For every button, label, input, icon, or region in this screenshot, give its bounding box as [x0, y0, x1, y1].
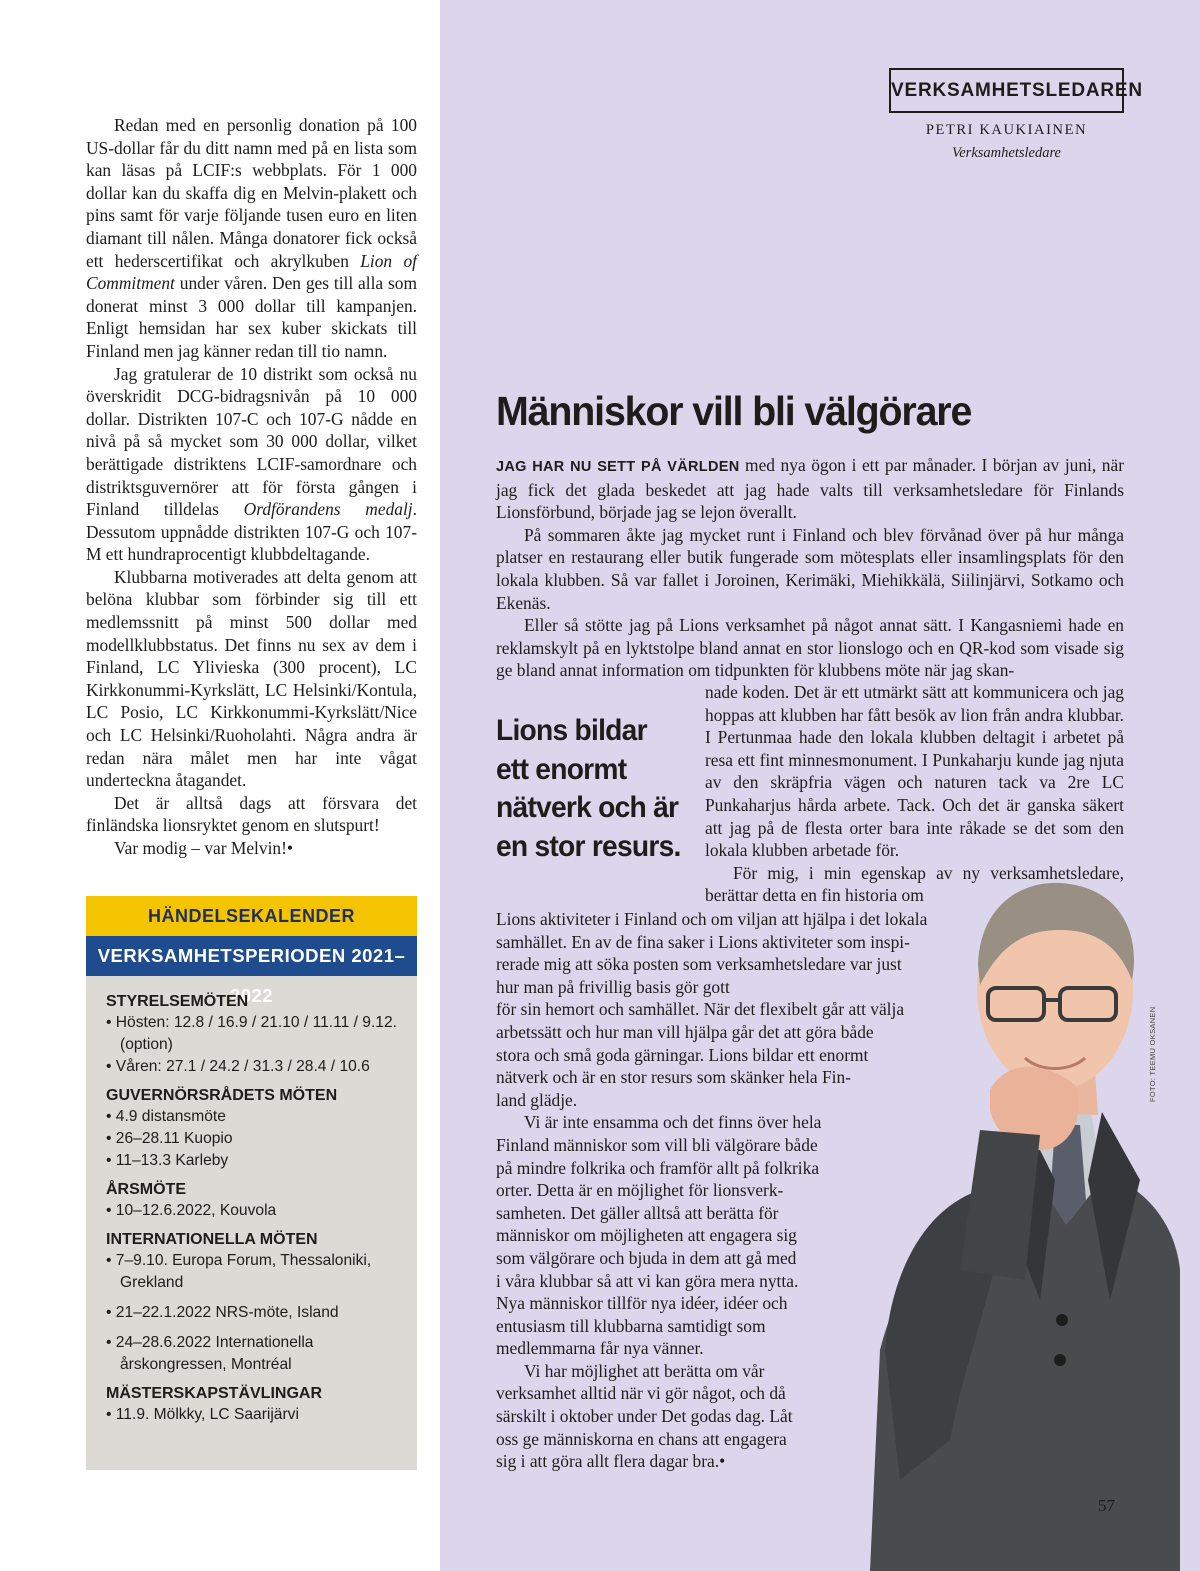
calendar-item: • Våren: 27.1 / 24.2 / 31.3 / 28.4 / 10.6 — [106, 1056, 399, 1078]
text-line: särskilt i oktober under Det godas dag. Låt — [496, 1406, 793, 1427]
calendar-section-title: ÅRSMÖTE — [106, 1181, 186, 1198]
text-line: nätverk och är en stor resurs som skänker hela Fin- — [496, 1067, 851, 1088]
text-line: samhället. En av de fina saker i Lions aktiviteter som inspi- — [496, 931, 910, 952]
page-number: 57 — [1098, 1496, 1115, 1515]
text-line: Lions aktiviteter i Finland och om viljan att hjälpa i det lokala — [496, 909, 928, 929]
article-paragraph: nade koden. Det är ett utmärkt sätt att kommunicera och jag hoppas att klubben har fått besök av lion från andra klubbar. I Pertunmaa hade den lokala klubben deltagit i arbetet på resa ett fint minnesmonument. I Punkaharju kunde jag njuta av den skräpfria vägen och naturen tack va 2re LC Punkaharjus hårda arbete. Tack. Och det är ganska säkert att jag på de flesta orter bara inte råkade se det som den lokala klubben arbetade för. — [705, 682, 1124, 861]
calendar-section-title: GUVERNÖRSRÅDETS MÖTEN — [106, 1087, 338, 1104]
calendar-item: • 7–9.10. Europa Forum, Thessaloniki, Grekland — [106, 1250, 399, 1294]
photo-credit: FOTO: TEEMU OKSANEN — [1148, 1006, 1157, 1102]
article-body-narrow — [705, 681, 1124, 907]
left-paragraph: Klubbarna motiverades att delta genom att belöna klubbar som förbinder sig till ett medlemssnitt på minst 500 dollar med modellklubbstatus. Det finns nu sex av dem i Finland, LC Ylivieska (300 procent), LC Kirkkonummi-Kyrkslätt, LC Helsinki/Kontula, LC Posio, LC Kirkkonummi-Kyrkslätt/Nice och LC Helsinki/Ruoholahti. Några andra är redan nära målet men har inte vågat underteckna åtagandet. — [86, 566, 417, 791]
calendar-item: • 26–28.11 Kuopio — [106, 1128, 399, 1150]
text-line: på mindre folkrika och framför allt på folkrika — [496, 1157, 820, 1178]
end-bullet — [719, 1451, 725, 1471]
text-line: oss ge människorna en chans att engagera — [496, 1428, 787, 1449]
left-paragraph: Jag gratulerar de 10 distrikt som också nu överskridit DCG-bidragsnivån på 10 000 dollar. Distrikten 107-C och 107-G nådde en nivå på så mycket som 30 000 dollar, vilket berättigade distriktens LCIF-samordnare och distriktsguvernörer att för första gången i Finland tilldelas Ordförandens medalj. Dessutom uppnådde distrikten 107-G och 107-M ett hundraprocentigt klubbdeltagande. — [86, 363, 417, 565]
text-line: sig i att göra allt flera dagar bra. • — [496, 1450, 956, 1473]
section-tag: VERKSAMHETSLEDAREN — [889, 68, 1124, 113]
article-body — [496, 454, 1124, 682]
text-line: Vi är inte ensamma och det finns över hela — [524, 1112, 822, 1133]
text-line: medlemmarna får nya vänner. — [496, 1338, 704, 1359]
article-paragraph: Eller så stötte jag på Lions verksamhet på något annat sätt. I Kangasniemi hade en reklamskylt på en lyktstolpe bland annat en stor lionslogo och en QR-kod som visade sig ge bland annat information om tidpunkten för klubbens möte när jag skan- — [496, 615, 1124, 681]
calendar-item: • 11.9. Mölkky, LC Saarijärvi — [106, 1404, 399, 1426]
text-line: entusiasm till klubbarna samtidigt som — [496, 1315, 766, 1336]
text-line: för sin hemort och samhället. När det flexibelt går att välja — [496, 999, 905, 1020]
calendar-subtitle: VERKSAMHETSPERIODEN 2021–2022 — [86, 936, 417, 976]
text-line: stora och små goda gärningar. Lions bildar ett enormt — [496, 1044, 869, 1065]
left-article-text — [86, 114, 417, 860]
text-line: land glädje. — [496, 1089, 578, 1110]
text-line: hur man på frivillig basis gör gott — [496, 976, 730, 997]
calendar-item: • 24–28.6.2022 Internationella årskongressen, Montréal — [106, 1332, 399, 1376]
calendar-item: • 21–22.1.2022 NRS-möte, Island — [106, 1302, 399, 1324]
article-paragraph: För mig, i min egenskap av ny verksamhetsledare, berättar detta en fin historia om — [705, 862, 1124, 906]
text-line: Finland människor som vill bli välgörare både — [496, 1134, 818, 1155]
text-line: orter. Detta är en möjlighet för lionsverk- — [496, 1180, 784, 1201]
author-role: Verksamhetsledare — [952, 145, 1061, 161]
calendar-item: • 10–12.6.2022, Kouvola — [106, 1200, 399, 1222]
event-calendar — [86, 896, 417, 1470]
text-line: Nya människor tillför nya idéer, idéer och — [496, 1293, 788, 1314]
text-line: som välgörare och bjuda in dem att gå med — [496, 1247, 797, 1268]
left-paragraph: Var modig – var Melvin! • — [86, 837, 417, 860]
calendar-section-title: MÄSTERSKAPSTÄVLINGAR — [106, 1385, 323, 1402]
text-line: i våra klubbar så att vi kan göra mera nytta. — [496, 1270, 799, 1291]
calendar-item: • 4.9 distansmöte — [106, 1106, 399, 1128]
text-line: verksamhet alltid när vi gör något, och då — [496, 1383, 786, 1404]
calendar-title: HÄNDELSEKALENDER — [86, 896, 417, 936]
text-line: rerade mig att söka posten som verksamhetsledare var just — [496, 954, 902, 975]
left-paragraph: Det är alltså dags att försvara det finländska lionsryktet genom en slutspurt! — [86, 792, 417, 836]
article-paragraph: På sommaren åkte jag mycket runt i Finland och blev förvånad över på hur många platser en restaurang eller butik fungerade som mötesplats eller insamlingsplats för den lokala klubben. Så var fallet i Joroinen, Kerimäki, Miehikkälä, Siilinjärvi, Sotkamo och Ekenäs. — [496, 524, 1124, 613]
calendar-section-title: INTERNATIONELLA MÖTEN — [106, 1231, 318, 1248]
calendar-item: • 11–13.3 Karleby — [106, 1150, 399, 1172]
article-lead: JAG HAR NU SETT PÅ VÄRLDEN — [496, 459, 740, 475]
text-line: samheten. Det gäller alltså att berätta för — [496, 1202, 779, 1223]
calendar-body — [86, 976, 417, 1426]
author-portrait-photo — [840, 880, 1180, 1571]
article-headline: Människor vill bli välgörare — [496, 388, 972, 434]
article-paragraph: JAG HAR NU SETT PÅ VÄRLDEN med nya ögon i ett par månader. I början av juni, när jag fick det glada beskedet att jag hade valts till verksamhetsledare för Finlands Lionsförbund, började jag se lejon överallt. — [496, 455, 1124, 523]
calendar-section-title: STYRELSEMÖTEN — [106, 993, 249, 1010]
end-bullet — [287, 838, 293, 858]
pull-quote: Lions bildar ett enormt nätverk och är en stor resurs. — [496, 714, 681, 863]
left-paragraph: Redan med en personlig donation på 100 US-dollar får du ditt namn med på en lista som kan läsas på LCIF:s webbplats. För 1 000 dollar kan du skaffa dig en Melvin-plakett och pins samt för varje följande tusen euro en liten diamant till nålen. Många donatorer fick också ett hederscertifikat och akrylkuben Lion of Commitment under våren. Den ges till alla som donerat minst 3 000 dollar till kampanjen. Enligt hemsidan har sex kuber skickats till Finland men jag känner redan till tio namn. — [86, 115, 417, 361]
calendar-item: • Hösten: 12.8 / 16.9 / 21.10 / 11.11 / 9.12. (option) — [106, 1012, 399, 1056]
text-line: Vi har möjlighet att berätta om vår — [524, 1360, 765, 1381]
text-line: människor om möjligheten att engagera sig — [496, 1225, 797, 1246]
author-name: PETRI KAUKIAINEN — [925, 122, 1088, 138]
text-line: arbetssätt och hur man vill hjälpa går det att göra både — [496, 1021, 874, 1042]
